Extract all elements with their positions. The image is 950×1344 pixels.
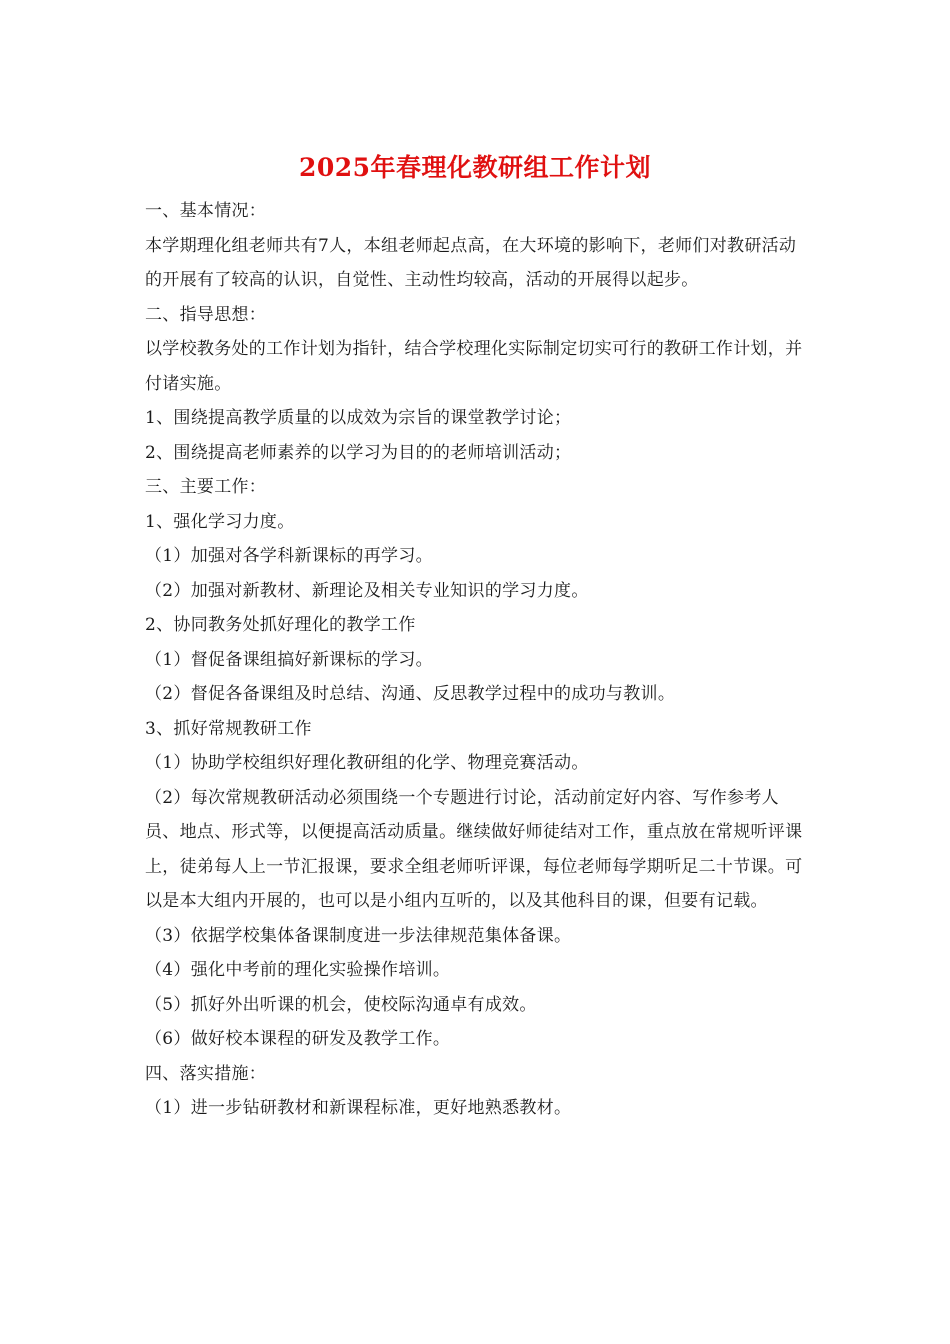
paragraph: 1、围绕提高教学质量的以成效为宗旨的课堂教学讨论； [145, 408, 572, 428]
paragraph: 2、围绕提高老师素养的以学习为目的的老师培训活动； [145, 442, 572, 463]
document-title: 2025年春理化教研组工作计划 [298, 153, 652, 182]
paragraph: 本学期理化组老师共有7人，本组老师起点高，在大环境的影响下，老师们对教研活动的开展有了较高的认识，自觉性、主动性均较高，活动的开展得以起步。 [145, 235, 797, 290]
paragraph: （1）进一步钻研教材和新课程标准，更好地熟悉教材。 [145, 1098, 572, 1118]
paragraph: 四、落实措施： [145, 1063, 267, 1084]
paragraph: （2）督促各备课组及时总结、沟通、反思教学过程中的成功与教训。 [145, 684, 676, 704]
paragraph: （1）督促备课组搞好新课标的学习。 [145, 649, 433, 670]
paragraph: 二、指导思想： [145, 304, 267, 325]
paragraph: （6）做好校本课程的研发及教学工作。 [145, 1029, 451, 1049]
paragraph: （5）抓好外出听课的机会，使校际沟通卓有成效。 [145, 994, 537, 1015]
paragraph: （4）强化中考前的理化实验操作培训。 [145, 960, 451, 980]
document-body [145, 194, 810, 1126]
paragraph: （1）协助学校组织好理化教研组的化学、物理竞赛活动。 [145, 753, 589, 773]
paragraph: 1、强化学习力度。 [145, 511, 295, 532]
paragraph: 2、协同教务处抓好理化的教学工作 [145, 615, 416, 635]
paragraph: （1）加强对各学科新课标的再学习。 [145, 546, 433, 566]
paragraph: 三、主要工作： [145, 477, 267, 497]
paragraph: 一、基本情况： [145, 201, 267, 221]
paragraph: （2）加强对新教材、新理论及相关专业知识的学习力度。 [145, 580, 589, 601]
paragraph: 以学校教务处的工作计划为指针，结合学校理化实际制定切实可行的教研工作计划，并付诸实施。 [145, 339, 803, 394]
paragraph: 3、抓好常规教研工作 [145, 718, 312, 739]
paragraph: （2）每次常规教研活动必须围绕一个专题进行讨论，活动前定好内容、写作参考人员、地点、形式等，以便提高活动质量。继续做好师徒结对工作，重点放在常规听评课上，徒弟每人上一节汇报课，要求全组老师听评课，每位老师每学期听足二十节课。可以是本大组内开展的，也可以是小组内互听的，以及其他科目的课，但要有记载。 [145, 787, 803, 911]
paragraph: （3）依据学校集体备课制度进一步法律规范集体备课。 [145, 925, 572, 946]
